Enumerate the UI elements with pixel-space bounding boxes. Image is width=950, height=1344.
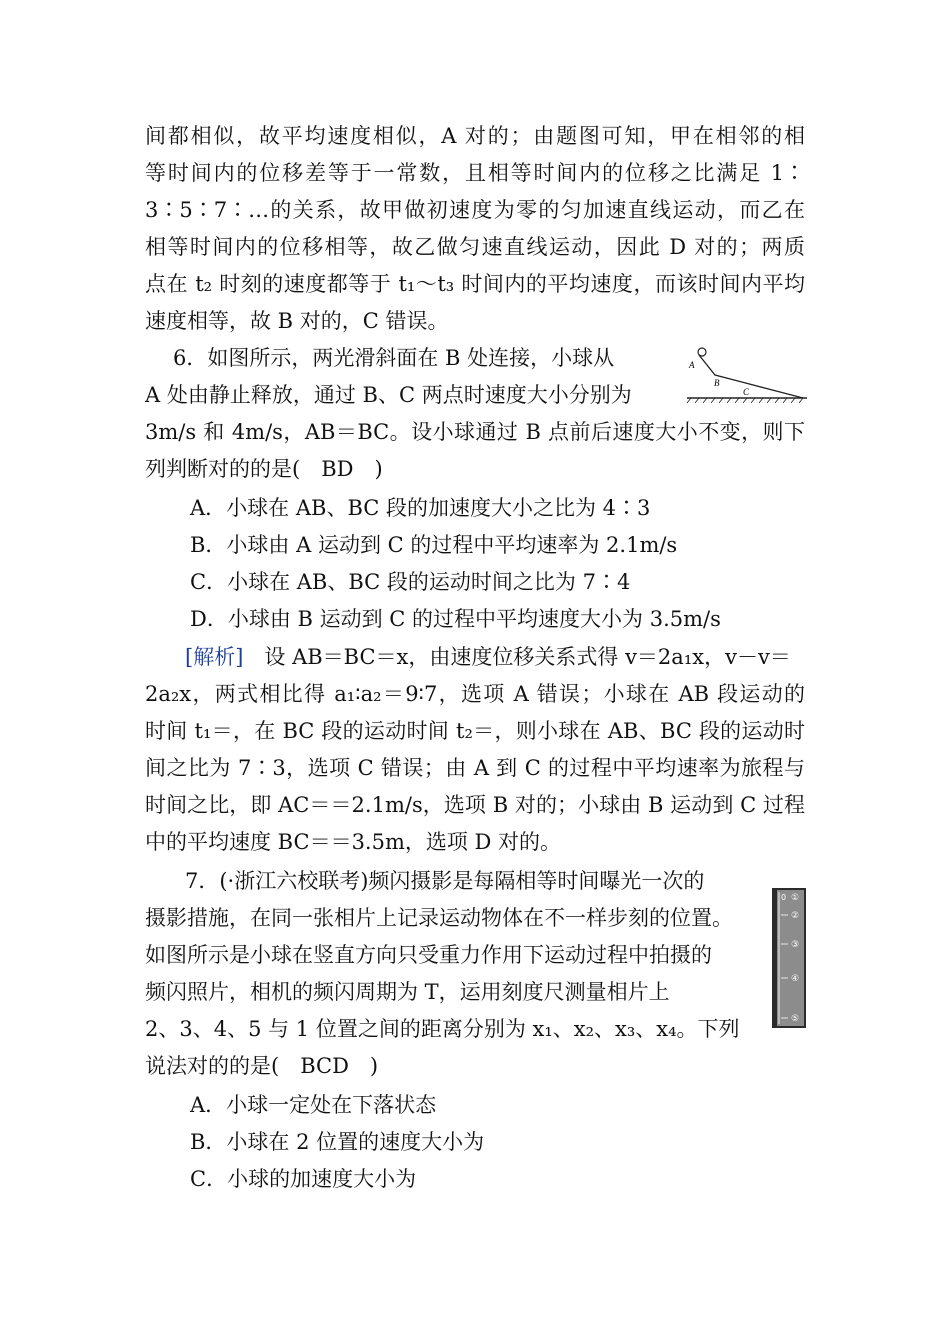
incline-surface [699, 355, 803, 398]
q7-option-c: C．小球的加速度大小为 [190, 1167, 417, 1191]
text-line: 间都相似，故平均速度相似，A 对的；由题图可知，甲在相邻的相 [145, 124, 805, 148]
strobe-photo-figure [772, 888, 806, 1028]
position-5: ⑤ [791, 1014, 800, 1024]
position-2: ② [791, 911, 800, 921]
q7-stem-line: 摄影措施，在同一张相片上记录运动物体在不一样步刻的位置。 [145, 906, 733, 930]
q7-stem-line: 如图所示是小球在竖直方向只受重力作用下运动过程中拍摄的 [145, 943, 712, 967]
text-line: 速度相等，故 B 对的，C 错误。 [145, 309, 449, 333]
label-a: A [689, 360, 695, 370]
incline-figure [683, 346, 813, 406]
q7-stem-line: 2、3、4、5 与 1 位置之间的距离分别为 x₁、x₂、x₃、x₄。下列 [145, 1017, 740, 1041]
text-line: 点在 t₂ 时刻的速度都等于 t₁～t₃ 时间内的平均速度，而该时间内平均 [145, 272, 805, 296]
q6-analysis-line: 中的平均速度 BC＝＝3.5m，选项 D 对的。 [145, 830, 562, 854]
label-b: B [714, 378, 720, 388]
q7-stem-line: 说法对的的是( BCD ) [145, 1054, 379, 1078]
q6-analysis-line: 间之比为 7∶3，选项 C 错误；由 A 到 C 的过程中平均速率为旅程与 [145, 756, 805, 780]
text-line: 相等时间内的位移相等，故乙做匀速直线运动，因此 D 对的；两质 [145, 235, 805, 259]
q6-stem-line: 3m/s 和 4m/s，AB＝BC。设小球通过 B 点前后速度大小不变，则下 [145, 420, 805, 444]
q6-stem-line: A 处由静止释放，通过 B、C 两点时速度大小分别为 [145, 383, 632, 407]
q6-stem-line: 列判断对的的是( BD ) [145, 457, 383, 481]
position-3: ③ [791, 940, 800, 950]
q6-analysis-line: 时间之比，即 AC＝＝2.1m/s，选项 B 对的；小球由 B 运动到 C 过程 [145, 793, 805, 817]
q6-option-a: A．小球在 AB、BC 段的加速度大小之比为 4∶3 [190, 496, 651, 520]
q6-option-c: C．小球在 AB、BC 段的运动时间之比为 7∶4 [190, 570, 631, 594]
q7-option-b: B．小球在 2 位置的速度大小为 [190, 1130, 485, 1154]
ruler-zero: 0 [781, 893, 787, 902]
q7-option-a: A．小球一定处在下落状态 [190, 1093, 437, 1117]
analysis-tag: [解析] [185, 645, 244, 669]
q6-analysis-line: 2a₂x，两式相比得 a₁∶a₂＝9∶7，选项 A 错误；小球在 AB 段运动的 [145, 682, 805, 706]
label-c: C [743, 387, 750, 397]
text-line: 3∶5∶7∶…的关系，故甲做初速度为零的匀加速直线运动，而乙在 [145, 198, 805, 222]
ball [698, 348, 706, 356]
analysis-text: 设 AB＝BC＝x，由速度位移关系式得 v＝2a₁x，v－v＝ [264, 645, 791, 669]
position-1: ① [791, 893, 800, 903]
q7-stem-line: 7．(·浙江六校联考)频闪摄影是每隔相等时间曝光一次的 [185, 869, 705, 893]
q7-stem-line: 频闪照片，相机的频闪周期为 T，运用刻度尺测量相片上 [145, 980, 670, 1004]
position-4: ④ [791, 974, 800, 984]
q6-analysis-line: 时间 t₁＝，在 BC 段的运动时间 t₂＝，则小球在 AB、BC 段的运动时 [145, 719, 805, 743]
q6-option-b: B．小球由 A 运动到 C 的过程中平均速率为 2.1m/s [190, 533, 678, 557]
q6-option-d: D．小球由 B 运动到 C 的过程中平均速度大小为 3.5m/s [190, 607, 721, 631]
text-line: 等时间内的位移差等于一常数，且相等时间内的位移之比满足 1∶ [145, 161, 805, 185]
q6-stem-line: 6．如图所示，两光滑斜面在 B 处连接，小球从 [173, 346, 615, 370]
q6-analysis-line [185, 642, 791, 672]
